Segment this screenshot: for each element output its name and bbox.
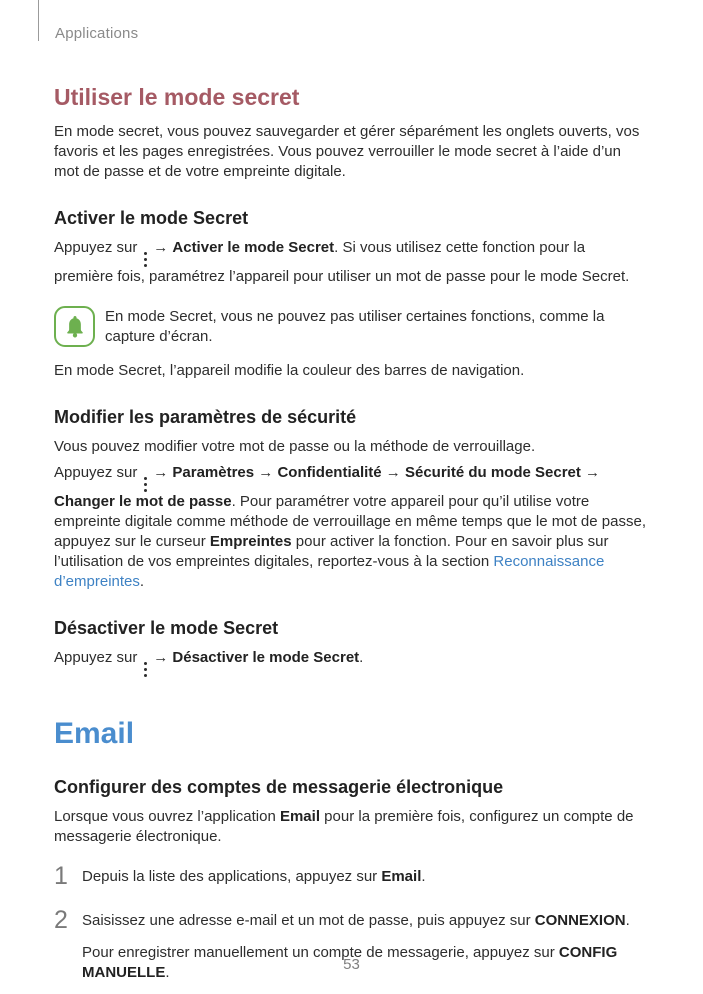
chapter-title-email: Email xyxy=(54,717,135,750)
step-1-number: 1 xyxy=(54,862,68,890)
text-segment: . Si vous utilisez cette fonction pour la première fois, paramétrez l’appareil pour utiliser un mot de passe pour le mode Secret. xyxy=(54,239,630,285)
page-number: 53 xyxy=(343,956,360,973)
step-2-text xyxy=(82,908,630,931)
bold-text: CONNEXION xyxy=(534,912,626,929)
paragraph-desactiver xyxy=(54,648,648,677)
text-segment: pour la première fois, configurez un compte de messagerie électronique. xyxy=(54,808,634,845)
text-segment: → xyxy=(580,464,601,481)
step-1-text xyxy=(82,864,426,887)
subsection-title-configurer: Configurer des comptes de messagerie électronique xyxy=(54,777,504,797)
text-segment: Vous pouvez modifier votre mot de passe ou la méthode de verrouillage. xyxy=(54,438,536,455)
header-divider xyxy=(38,0,39,41)
text-segment: → xyxy=(149,239,173,256)
step-2 xyxy=(54,908,648,932)
text-segment: Lorsque vous ouvrez l’application xyxy=(54,808,280,825)
text-segment: → xyxy=(381,464,405,481)
bold-text: Activer le mode Secret xyxy=(172,239,335,256)
paragraph-secret-intro xyxy=(54,122,648,182)
paragraph-modifier-1 xyxy=(54,437,648,457)
paragraph-modifier-2 xyxy=(54,463,648,592)
text-segment: Appuyez sur xyxy=(54,464,142,481)
bold-text: Changer le mot de passe xyxy=(54,493,232,510)
more-options-icon xyxy=(144,252,148,268)
note-block xyxy=(54,306,648,347)
bold-text: Empreintes xyxy=(209,533,292,550)
more-options-icon xyxy=(144,477,148,493)
paragraph-activer xyxy=(54,238,648,287)
bell-icon xyxy=(54,306,95,347)
text-segment: . Pour paramétrer votre appareil pour qu’il utilise votre empreinte digitale comme méthode de verrouillage en même temps que le mot de passe, appuyez sur le curseur xyxy=(54,493,646,550)
text-segment: En mode secret, vous pouvez sauvegarder et gérer séparément les onglets ouverts, vos favoris et les pages enregistrées. Vous pouvez verrouiller le mode secret à l’aide d’un mot de passe et de votre empreinte digitale. xyxy=(54,123,640,180)
step-2-number: 2 xyxy=(54,906,68,934)
text-segment: . xyxy=(165,964,170,981)
note-text: En mode Secret, vous ne pouvez pas utiliser certaines fonctions, comme la capture d’écran. xyxy=(105,307,605,345)
more-options-icon xyxy=(144,662,148,678)
text-segment: En mode Secret, l’appareil modifie la couleur des barres de navigation. xyxy=(54,362,525,379)
paragraph-configurer-intro xyxy=(54,807,648,847)
text-segment: → xyxy=(149,464,173,481)
text-segment: → xyxy=(149,649,173,666)
text-segment: . xyxy=(625,912,630,929)
text-segment: . xyxy=(139,573,145,590)
text-segment: . xyxy=(359,649,364,666)
subsection-title-modifier: Modifier les paramètres de sécurité xyxy=(54,407,357,427)
breadcrumb: Applications xyxy=(55,25,139,42)
bold-text: Email xyxy=(279,808,320,825)
section-title-mode-secret: Utiliser le mode secret xyxy=(54,84,300,110)
link-reconnaissance-empreintes[interactable]: Reconnaissance d’empreintes xyxy=(54,553,605,590)
paragraph-after-note xyxy=(54,361,648,381)
bold-text: Désactiver le mode Secret xyxy=(172,649,360,666)
bold-text: Email xyxy=(381,868,422,885)
bold-text: Paramètres xyxy=(172,464,255,481)
text-segment: Pour enregistrer manuellement un compte de messagerie, appuyez sur xyxy=(82,944,559,961)
bold-text: CONFIG MANUELLE xyxy=(82,944,618,981)
bold-text: Confidentialité xyxy=(277,464,382,481)
step-1 xyxy=(54,864,648,888)
text-segment: → xyxy=(254,464,278,481)
text-segment: Saisissez une adresse e-mail et un mot de passe, puis appuyez sur xyxy=(82,912,535,929)
page-footer xyxy=(0,956,703,974)
bold-text: Sécurité du mode Secret xyxy=(404,464,581,481)
page-content xyxy=(54,0,648,983)
subsection-title-activer: Activer le mode Secret xyxy=(54,208,249,228)
text-segment: pour activer la fonction. Pour en savoir plus sur l’utilisation de vos empreintes digitales, reportez-vous à la section xyxy=(54,533,609,570)
text-segment: Appuyez sur xyxy=(54,649,142,666)
subsection-title-desactiver: Désactiver le mode Secret xyxy=(54,618,279,638)
text-segment: Appuyez sur xyxy=(54,239,142,256)
text-segment: . xyxy=(421,868,426,885)
text-segment: Depuis la liste des applications, appuyez sur xyxy=(82,868,382,885)
